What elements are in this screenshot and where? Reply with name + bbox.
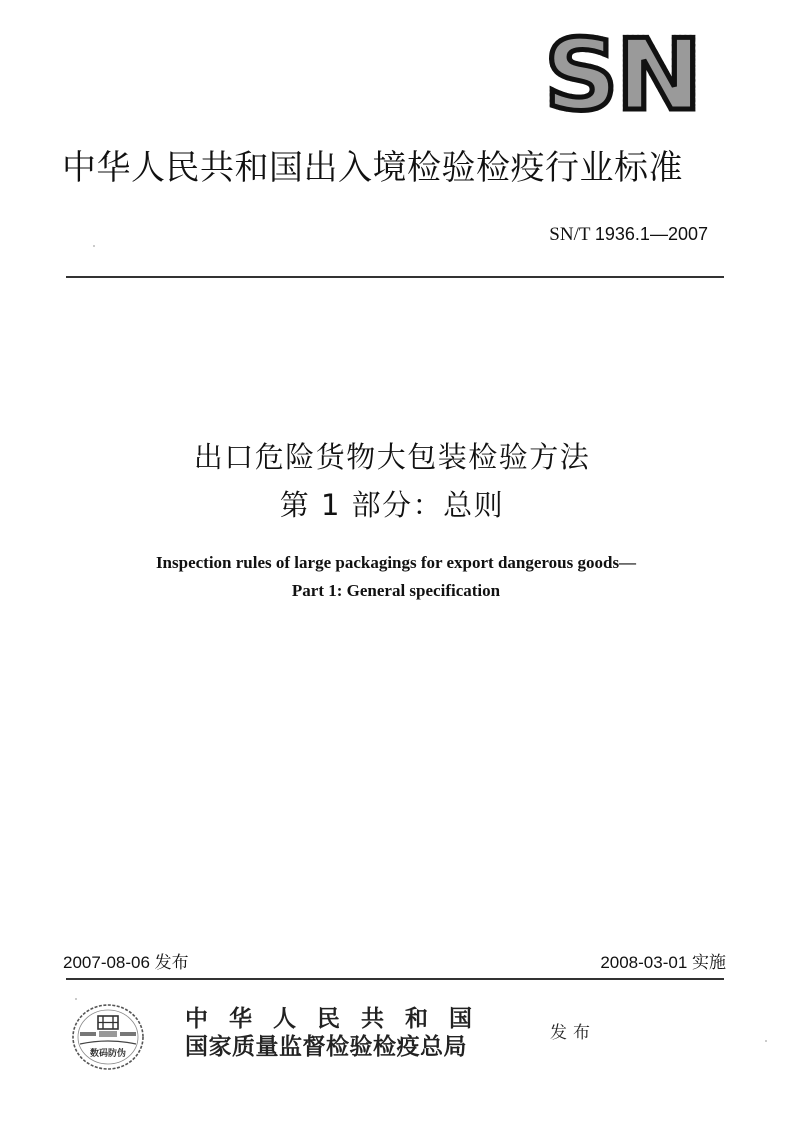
sn-logo bbox=[522, 19, 722, 133]
standard-code: 1936.1—2007 bbox=[594, 224, 708, 244]
footer-divider bbox=[66, 978, 724, 980]
issuer-block bbox=[185, 1005, 545, 1061]
effective-date: 2008-03-01 实施 bbox=[600, 953, 726, 972]
scan-speck bbox=[75, 998, 77, 1000]
issuer-country: 中华人民共和国 bbox=[185, 1005, 493, 1032]
issuer-agency: 国家质量监督检验检疫总局 bbox=[185, 1033, 467, 1060]
issue-label: 发布 bbox=[550, 1023, 596, 1043]
chinese-title-line-1: 出口危险货物大包装检验方法 bbox=[193, 440, 591, 474]
chinese-title-line-2: 第 1 部分：总则 bbox=[279, 488, 505, 522]
anti-counterfeit-seal-icon bbox=[70, 1002, 146, 1072]
standard-prefix: SN/T bbox=[549, 224, 591, 245]
scan-speck bbox=[93, 245, 95, 247]
logo-letter-s: S bbox=[543, 19, 616, 133]
industry-standard-title: 中华人民共和国出入境检验检疫行业标准 bbox=[62, 148, 683, 188]
seal-text: 数码防伪 bbox=[90, 1049, 127, 1059]
logo-letter-n: N bbox=[616, 19, 701, 133]
header-divider bbox=[66, 276, 724, 278]
scan-speck bbox=[765, 1040, 767, 1042]
english-title-line-2: Part 1: General specification bbox=[291, 581, 501, 600]
standard-number bbox=[549, 222, 708, 247]
issue-date: 2007-08-06 发布 bbox=[63, 953, 189, 972]
english-title-line-1: Inspection rules of large packagings for export dangerous goods— bbox=[155, 553, 637, 572]
